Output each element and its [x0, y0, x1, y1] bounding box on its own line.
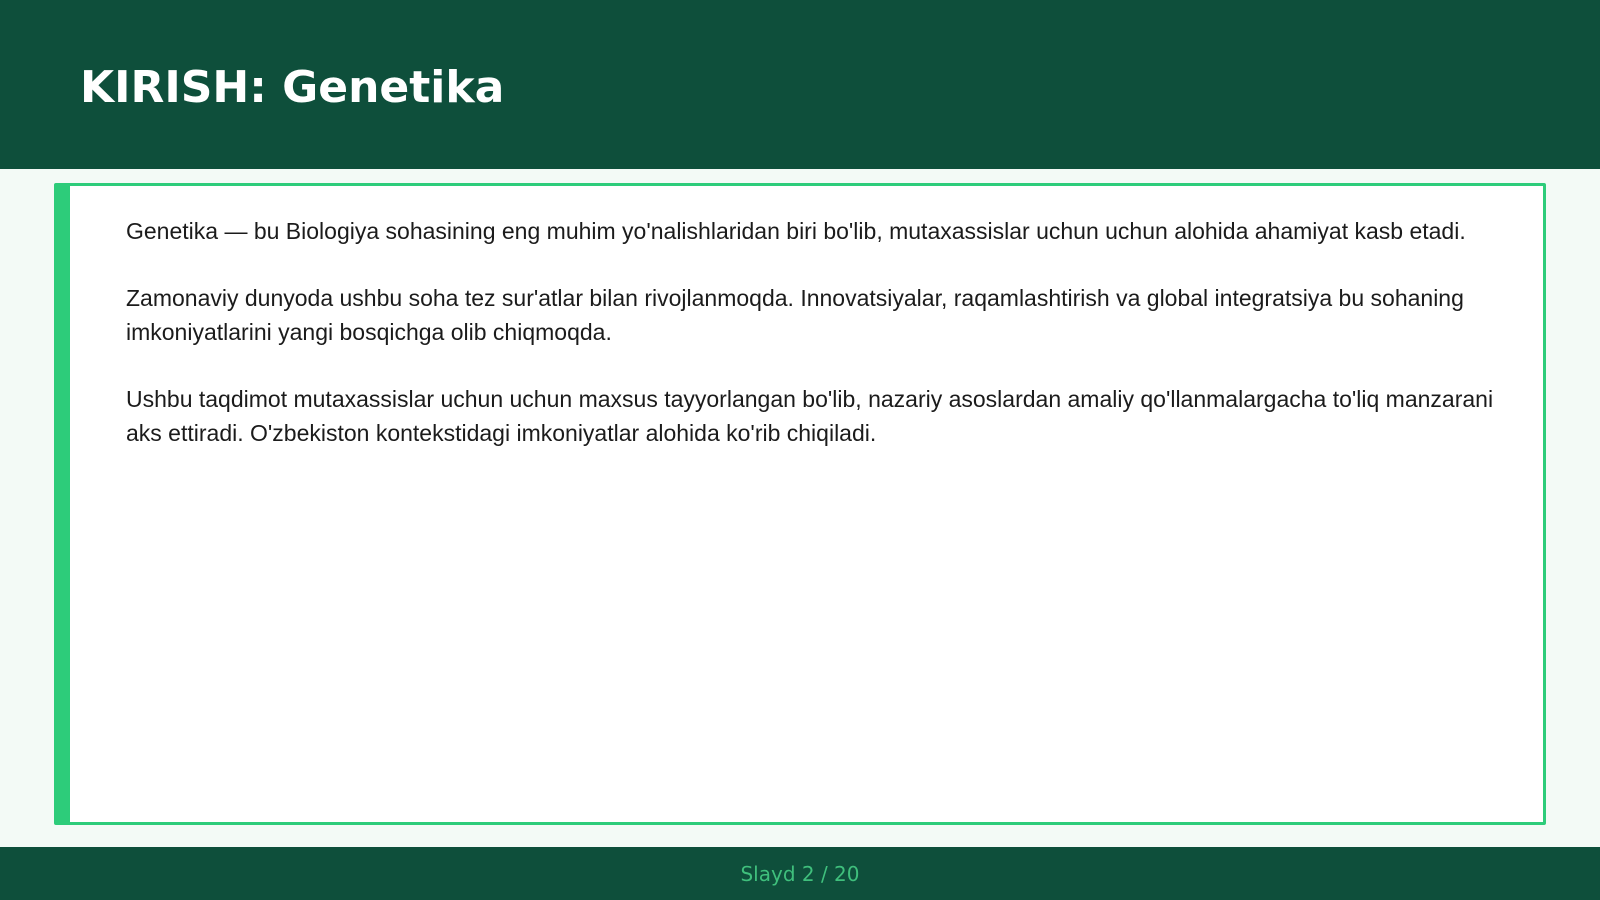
- paragraph-1: Genetika — bu Biologiya sohasining eng muhim yo'nalishlaridan biri bo'lib, mutaxassislar uchun uchun alohida ahamiyat kasb etadi.: [126, 218, 1466, 244]
- slide-title: KIRISH: Genetika: [80, 62, 505, 113]
- slide-footer: [0, 847, 1600, 900]
- slide-header: [0, 0, 1600, 169]
- content-box: [54, 183, 1546, 825]
- slide-number: Slayd 2 / 20: [740, 862, 860, 886]
- paragraph-2: Zamonaviy dunyoda ushbu soha tez sur'atlar bilan rivojlanmoqda. Innovatsiyalar, raqamlashtirish va global integratsiya bu sohaning imkoniyatlarini yangi bosqichga olib chiqmoqda.: [126, 285, 1464, 345]
- body-text: [126, 214, 1526, 483]
- paragraph-3: Ushbu taqdimot mutaxassislar uchun uchun maxsus tayyorlangan bo'lib, nazariy asoslardan amaliy qo'llanmalargacha to'liq manzarani aks ettiradi. O'zbekiston kontekstidagi imkoniyatlar alohida ko'rib chiqiladi.: [126, 386, 1494, 446]
